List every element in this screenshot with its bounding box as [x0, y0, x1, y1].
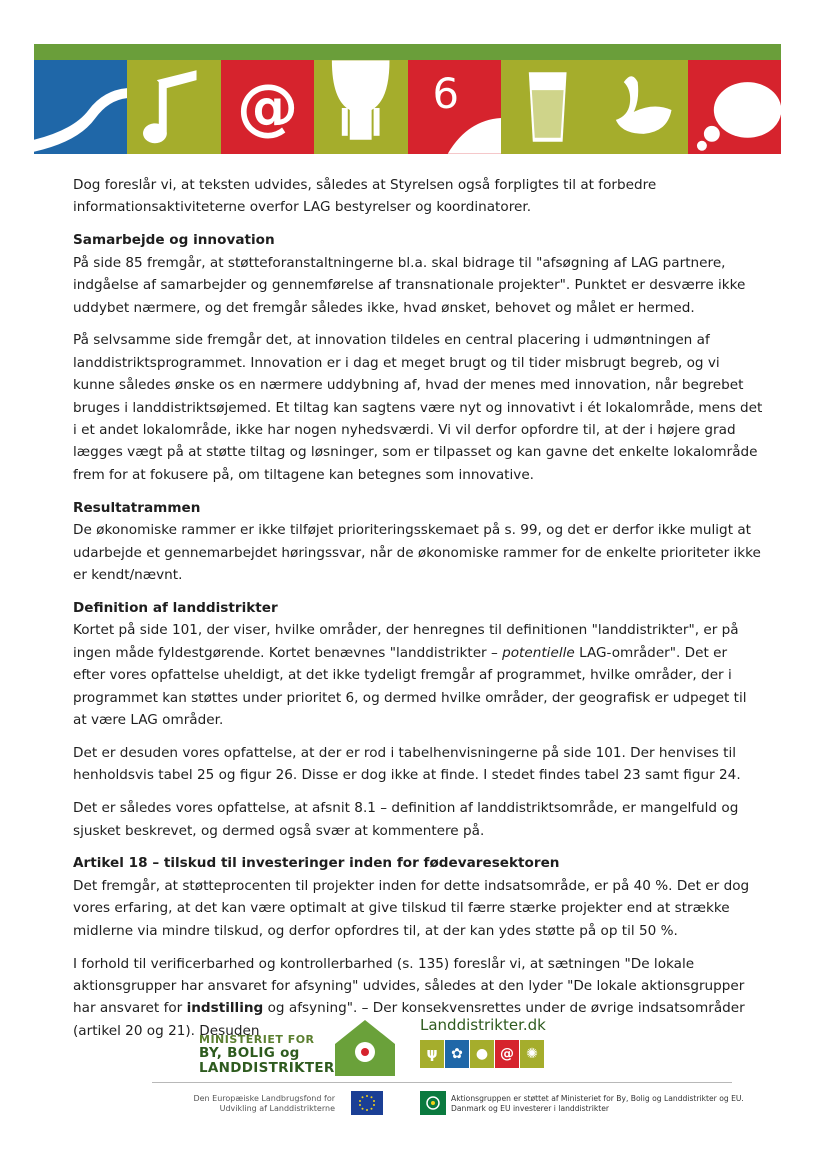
paragraph: På side 85 fremgår, at støtteforanstaltningerne bl.a. skal bidrage til "afsøgning af LAG partnere, indgåelse af samarbejder og gennemførelse af transnationale projekter". Punktet er desværre ikke uddybet nærmere, og det fremgår således ikke, hvad ønsket, behovet og målet er hermed. [73, 254, 746, 316]
banner-tiles [34, 60, 781, 154]
paragraph: Det er således vores opfattelse, at afsnit 8.1 – definition af landdistriktsområde, er mangelfuld og sjusket beskrevet, og dermed også svær at kommentere på. [73, 800, 739, 839]
leader-text [451, 1094, 744, 1114]
ministry-line: MINISTERIET FOR [199, 1033, 315, 1046]
at-sign-icon: @ [495, 1040, 519, 1068]
road-icon [34, 60, 127, 154]
paragraph-part: Kortet på side 101, der viser, hvilke områder, der henregnes til definitionen "landdistrikter", er på ingen måde fyldestgørende. Kortet benævnes "landdistrikter – [73, 622, 739, 661]
section-artikel-18 [73, 852, 763, 942]
paragraph: Det er desuden vores opfattelse, at der er rod i tabelhenvisningerne på side 101. Der henvises til henholdsvis tabel 25 og figur 26. Disse er dog ikke at finde. I stedet findes tabel 23 samt figur 24. [73, 744, 741, 784]
ministry-house-icon [333, 1018, 397, 1078]
leader-logo-icon [420, 1091, 446, 1115]
leader-line: Danmark og EU investerer i landdistrikter [451, 1104, 609, 1113]
section-samarbejde [73, 229, 763, 319]
swan-icon [594, 60, 687, 154]
at-sign-icon [221, 60, 314, 154]
document-body [73, 174, 763, 1053]
header-banner [34, 44, 781, 154]
gear-icon: ✿ [445, 1040, 469, 1068]
six-icon [408, 60, 501, 154]
speech-bubble-icon [688, 60, 781, 154]
banner-green-strip [34, 44, 781, 60]
section-definition [73, 597, 763, 731]
ministry-line: LANDDISTRIKTER [199, 1060, 335, 1076]
footer-divider [152, 1082, 732, 1083]
leader-line: Aktionsgruppen er støttet af Ministeriet for By, Bolig og Landdistrikter og EU. [451, 1094, 744, 1103]
eu-line: Udvikling af Landdistrikterne [219, 1104, 335, 1113]
flower-icon: ✺ [520, 1040, 544, 1068]
paragraph-part: og afsyning". – Der konsekvensrettes under de øvrige indsatsområder (artikel 20 og 21). Desuden [73, 1000, 745, 1039]
landdistrikter-brand: Landdistrikter.dk [420, 1016, 546, 1034]
section-resultatrammen [73, 497, 763, 587]
section-heading: Artikel 18 – tilskud til investeringer inden for fødevaresektoren [73, 855, 560, 872]
svg-text:@: @ [236, 70, 299, 143]
ministry-logo-text [199, 1033, 335, 1076]
eu-flag-icon [351, 1091, 383, 1115]
wheat-icon: ψ [420, 1040, 444, 1068]
bold-text: indstilling [186, 1000, 264, 1017]
section-heading: Resultatrammen [73, 499, 201, 516]
section-heading: Definition af landdistrikter [73, 599, 278, 616]
paragraph-part: I forhold til verificerbarhed og kontrollerbarhed (s. 135) foreslår vi, at sætningen "De lokale aktionsgrupper har ansvaret for afsyning" udvides, således at den lyder "De lokale aktionsgrupper har ansvaret for [73, 955, 745, 1017]
svg-text:6: 6 [431, 68, 459, 118]
music-note-icon [127, 60, 220, 154]
eu-line: Den Europæiske Landbrugsfond for [193, 1094, 335, 1103]
footer [0, 1010, 825, 1140]
paragraph: På selvsamme side fremgår det, at innovation tildeles en central placering i udmøntningen af landdistriktsprogrammet. Innovation er i dag et meget brugt og til tider misbrugt begreb, og vi kunne således ønske os en nærmere uddybning af, hvad der menes med innovation, når begrebet bruges i landdistriktsøjemed. Et tiltag kan sagtens være nyt og innovativt i ét lokalområde, mens det i et andet lokalområde, ikke har nogen nyhedsværdi. Vi vil derfor opfordre til, at der i højere grad lægges vægt på at støtte tiltag og løsninger, som er tilpasset og kan gavne det enkelte lokalområde frem for at fokusere på, om tiltagene kan betegnes som innovative. [73, 332, 763, 483]
ministry-line: BY, BOLIG og [199, 1045, 300, 1061]
landdistrikter-icon-row [420, 1040, 544, 1068]
circle-icon: ● [470, 1040, 494, 1068]
paragraph: Det fremgår, at støtteprocenten til projekter inden for dette indsatsområde, er på 40 %. Det er dog vores erfaring, at det kan være optimalt at give tilskud til færre stærke projekter end at strække midlerne via mindre tilskud, og derfor opfordres til, at der kan ydes støtte på op til 50 %. [73, 877, 750, 939]
paragraph: De økonomiske rammer er ikke tilføjet prioriteringsskemaet på s. 99, og det er derfor ikke muligt at udarbejde et gennemarbejdet høringssvar, når de økonomiske rammer for de enkelte prioriteter ikke er kendt/nævnt. [73, 522, 761, 583]
fork-icon [314, 60, 407, 154]
eu-fund-text [175, 1094, 335, 1114]
paragraph-part: LAG-områder". Det er efter vores opfattelse uheldigt, at det ikke tydeligt fremgår af programmet, hvilke områder, der i programmet kan støttes under prioritet 6, og dermed hvilke områder, der geografisk er udpeget til at være LAG områder. [73, 644, 747, 728]
paragraph: Dog foreslår vi, at teksten udvides, således at Styrelsen også forpligtes til at forbedre informationsaktiviteterne overfor LAG bestyrelser og koordinatorer. [73, 177, 657, 216]
italic-text: potentielle [502, 644, 575, 661]
glass-icon [501, 60, 594, 154]
section-heading: Samarbejde og innovation [73, 232, 275, 249]
